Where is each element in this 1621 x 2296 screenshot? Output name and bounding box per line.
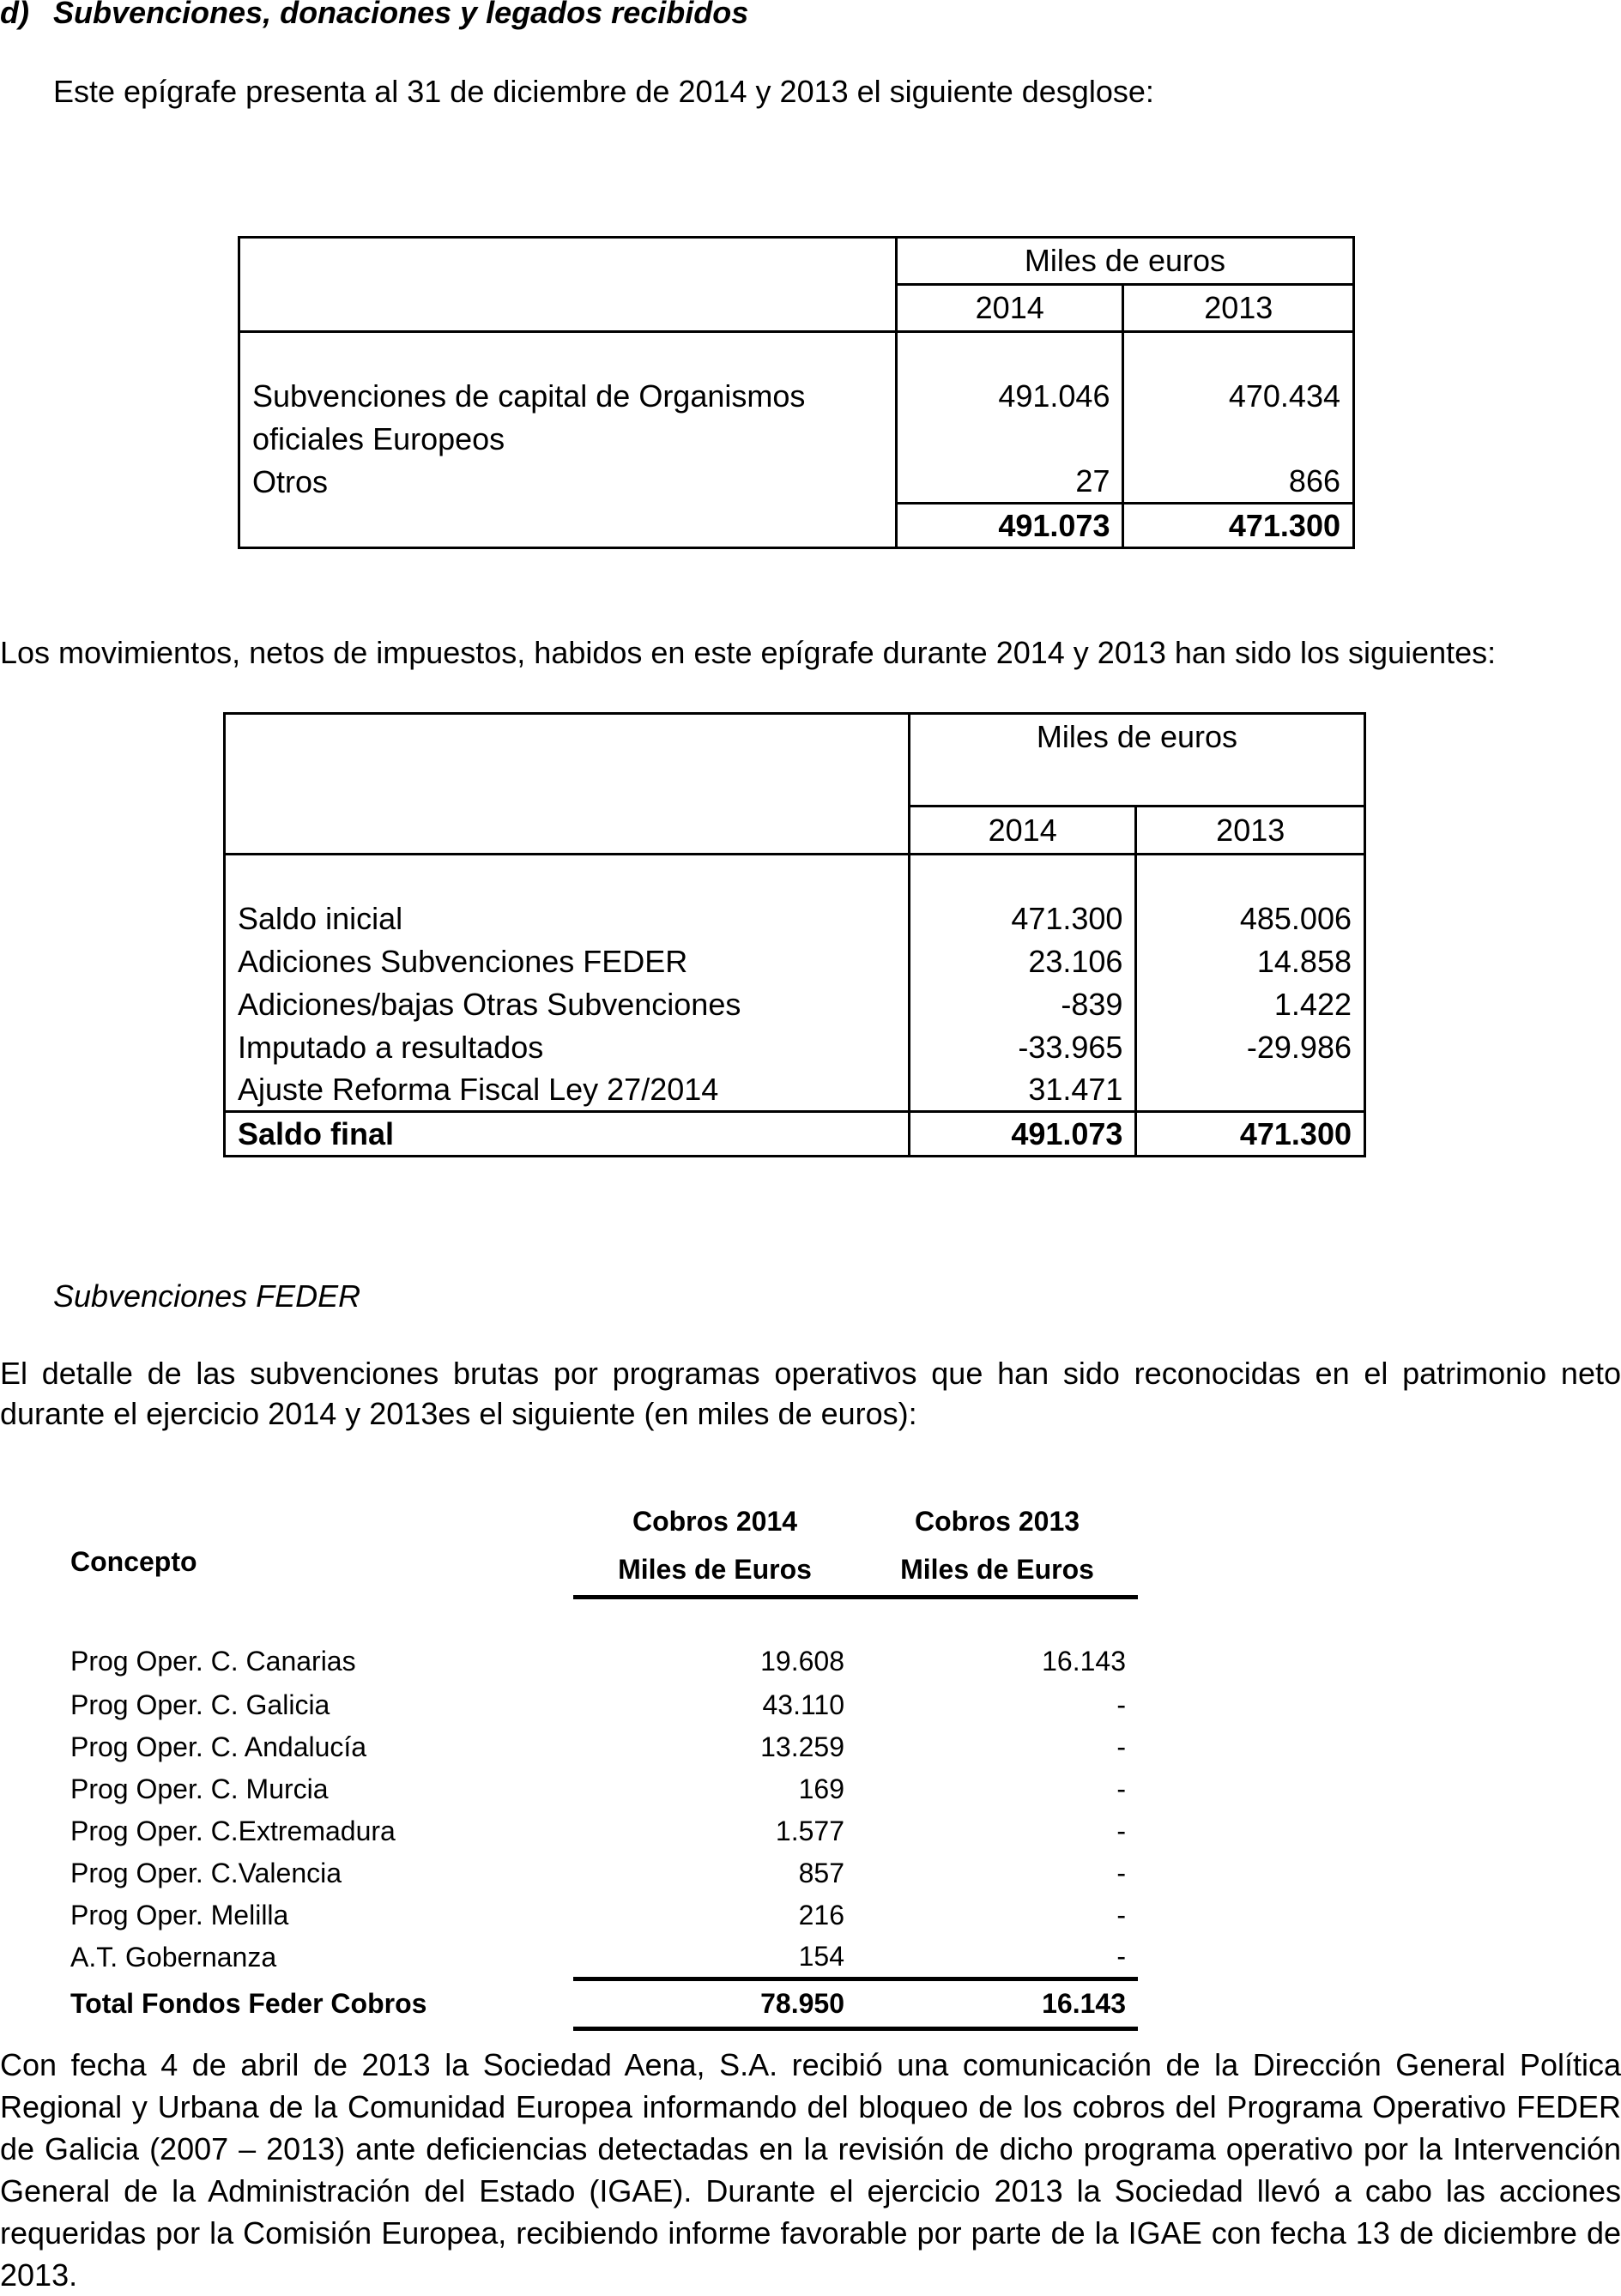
balance-header-blank <box>239 238 897 332</box>
row-label: Adiciones/bajas Otras Subvenciones <box>225 983 910 1026</box>
value-2014: 471.300 <box>909 897 1136 940</box>
table-row <box>239 461 1354 504</box>
value-2013: 14.858 <box>1136 940 1365 983</box>
row-label: Prog Oper. C. Galicia <box>70 1689 330 1721</box>
value-2013 <box>1136 1069 1365 1112</box>
row-label-continuation: oficiales Europeos <box>239 418 897 461</box>
closing-paragraph: Con fecha 4 de abril de 2013 la Sociedad Aena, S.A. recibió una comunicación de la Dirección General Política Regional y Urbana de la Comunidad Europea informando del bloqueo de los cobros del Programa Operativo FEDER de Galicia (2007 – 2013) ante deficiencias detectadas en la revisión de dicho programa operativo por la Intervención General de la Administración del Estado (IGAE). Durante el ejercicio 2013 la Sociedad llevó a cabo las acciones requeridas por la Comisión Europea, recibiendo informe favorable por parte de la IGAE con fecha 13 de diciembre de 2013. <box>0 2047 1621 2293</box>
row-label: Prog Oper. C.Valencia <box>70 1858 342 1889</box>
row-label: Imputado a resultados <box>225 1026 910 1069</box>
row-label: Adiciones Subvenciones FEDER <box>225 940 910 983</box>
balance-year-2013: 2013 <box>1123 285 1354 332</box>
feder-table <box>70 1500 1138 2031</box>
table-row <box>70 1811 1138 1853</box>
col1-header-top: Cobros 2014 <box>632 1506 798 1538</box>
value-2014: 154 <box>798 1941 844 1973</box>
section-letter: d) <box>0 0 29 30</box>
total-2014: 491.073 <box>909 1112 1136 1157</box>
table-row <box>225 940 1365 983</box>
value-2013: - <box>1116 1858 1126 1889</box>
table-row <box>239 375 1354 418</box>
row-label: Prog Oper. C. Canarias <box>70 1645 356 1677</box>
balance-unit-header: Miles de euros <box>896 238 1353 285</box>
movements-intro-text: Los movimientos, netos de impuestos, habidos en este epígrafe durante 2014 y 2013 han sido los siguientes: <box>0 635 1497 670</box>
table-row <box>225 1026 1365 1069</box>
value-2013: 16.143 <box>1042 1645 1126 1677</box>
feder-intro-text: El detalle de las subvenciones brutas por programas operativos que han sido reconocidas en el patrimonio neto durante el ejercicio 2014 y 2013es el siguiente (en miles de euros): <box>0 1356 1621 1431</box>
table-row <box>70 1853 1138 1895</box>
balance-intro-text: Este epígrafe presenta al 31 de diciembre de 2014 y 2013 el siguiente desglose: <box>53 74 1154 109</box>
col2-header-sub: Miles de Euros <box>856 1544 1138 1598</box>
table-row <box>70 1769 1138 1811</box>
value-2014: 23.106 <box>909 940 1136 983</box>
total-row <box>70 1979 1138 2029</box>
value-2013: - <box>1116 1773 1126 1805</box>
row-label: Prog Oper. Melilla <box>70 1900 289 1931</box>
section-heading <box>0 0 748 33</box>
total-2013: 471.300 <box>1136 1112 1365 1157</box>
total-2014: 491.073 <box>896 504 1123 548</box>
table-row <box>225 897 1365 940</box>
value-2014: 43.110 <box>762 1689 844 1721</box>
total-label: Saldo final <box>225 1112 910 1157</box>
movements-year-2013: 2013 <box>1136 807 1365 855</box>
value-2014: 27 <box>896 461 1123 504</box>
table-row <box>70 1727 1138 1769</box>
table-row <box>70 1937 1138 1979</box>
value-2013: 866 <box>1123 461 1354 504</box>
value-2014: -33.965 <box>909 1026 1136 1069</box>
row-label: Subvenciones de capital de Organismos <box>239 375 897 418</box>
total-2014: 78.950 <box>573 1979 856 2029</box>
value-2013: - <box>1116 1731 1126 1763</box>
total-2013: 471.300 <box>1123 504 1354 548</box>
row-label: Otros <box>239 461 897 504</box>
total-label-blank <box>239 504 897 548</box>
table-row <box>239 418 1354 461</box>
table-row <box>225 1069 1365 1112</box>
table-row <box>70 1685 1138 1727</box>
value-2014: 1.577 <box>775 1816 844 1847</box>
movements-table <box>223 712 1366 1157</box>
value-2014: 491.046 <box>896 375 1123 418</box>
total-row <box>239 504 1354 548</box>
row-label: Prog Oper. C. Murcia <box>70 1773 329 1805</box>
table-row <box>70 1639 1138 1685</box>
balance-table <box>238 236 1355 549</box>
movements-unit-header: Miles de euros <box>909 714 1364 807</box>
value-2014: -839 <box>909 983 1136 1026</box>
row-label: Saldo inicial <box>225 897 910 940</box>
value-2014: 13.259 <box>760 1731 844 1763</box>
value-2013: -29.986 <box>1136 1026 1365 1069</box>
feder-subtitle: Subvenciones FEDER <box>53 1278 361 1314</box>
row-label: Prog Oper. C.Extremadura <box>70 1816 396 1847</box>
value-2013: 470.434 <box>1123 375 1354 418</box>
movements-header-blank <box>225 714 910 855</box>
value-2013: 485.006 <box>1136 897 1365 940</box>
value-2013: - <box>1116 1689 1126 1721</box>
concept-header: Concepto <box>70 1546 197 1577</box>
total-2013: 16.143 <box>856 1979 1138 2029</box>
row-label: Prog Oper. C. Andalucía <box>70 1731 367 1763</box>
row-label: Ajuste Reforma Fiscal Ley 27/2014 <box>225 1069 910 1112</box>
value-2014: 19.608 <box>760 1645 844 1677</box>
table-row <box>225 983 1365 1026</box>
total-label: Total Fondos Feder Cobros <box>70 1987 427 2019</box>
section-title: Subvenciones, donaciones y legados recibidos <box>53 0 749 30</box>
movements-spacer <box>225 855 910 897</box>
balance-year-2014: 2014 <box>896 285 1123 332</box>
table-row <box>70 1895 1138 1937</box>
row-label: A.T. Gobernanza <box>70 1942 277 1973</box>
balance-spacer <box>239 332 897 375</box>
value-2014: 169 <box>798 1773 844 1805</box>
col1-header-sub: Miles de Euros <box>573 1544 856 1598</box>
value-2013: - <box>1116 1900 1126 1931</box>
movements-year-2014: 2014 <box>909 807 1136 855</box>
value-2014: 31.471 <box>909 1069 1136 1112</box>
col2-header-top: Cobros 2013 <box>914 1506 1080 1538</box>
value-2014: 857 <box>798 1858 844 1889</box>
value-2014: 216 <box>798 1900 844 1931</box>
total-row <box>225 1112 1365 1157</box>
value-2013: - <box>1116 1941 1126 1973</box>
value-2013: 1.422 <box>1136 983 1365 1026</box>
value-2013: - <box>1116 1816 1126 1847</box>
